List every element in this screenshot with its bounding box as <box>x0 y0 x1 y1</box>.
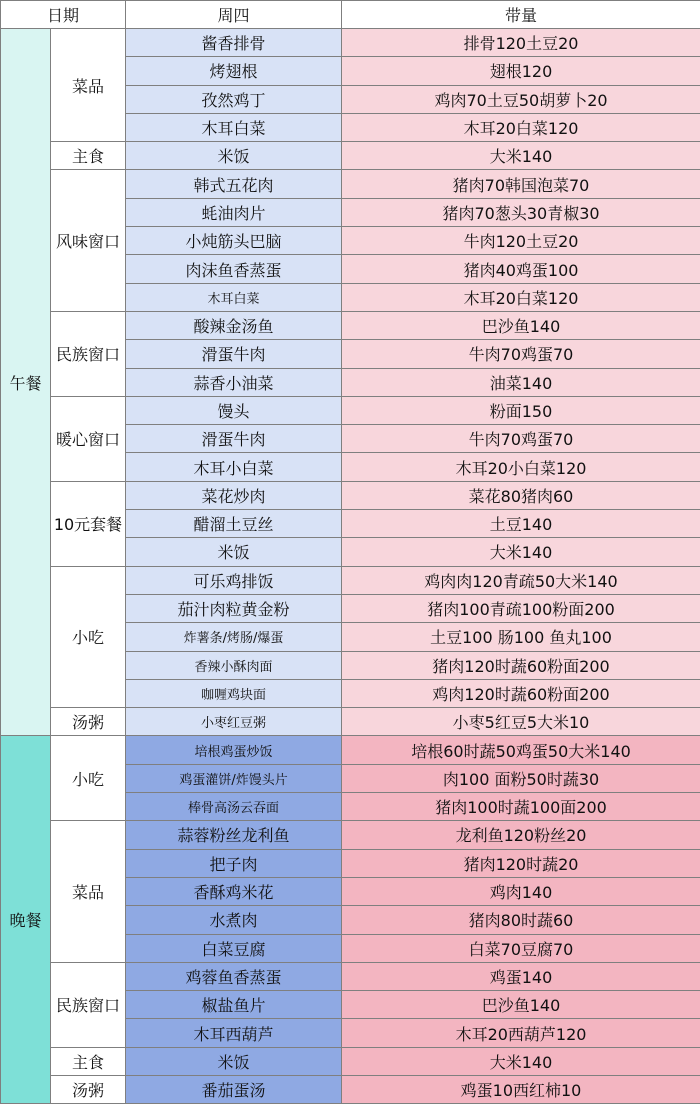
dish-cell: 水煮肉 <box>126 906 342 934</box>
dish-cell: 炸薯条/烤肠/爆蛋 <box>126 623 342 651</box>
table-row <box>1 1047 700 1075</box>
qty-cell: 木耳20西葫芦120 <box>342 1019 700 1047</box>
table-row <box>1 142 700 170</box>
qty-cell: 土豆140 <box>342 510 700 538</box>
qty-cell: 猪肉100时蔬100面200 <box>342 793 700 821</box>
category-cell: 主食 <box>51 142 126 170</box>
qty-cell: 粉面150 <box>342 396 700 424</box>
category-cell: 菜品 <box>51 29 126 142</box>
table-row <box>1 821 700 849</box>
category-cell: 汤粥 <box>51 1075 126 1103</box>
dish-cell: 木耳白菜 <box>126 113 342 141</box>
qty-cell: 油菜140 <box>342 368 700 396</box>
table-row <box>1 311 700 339</box>
category-cell: 10元套餐 <box>51 481 126 566</box>
category-cell: 汤粥 <box>51 708 126 736</box>
qty-cell: 猪肉70韩国泡菜70 <box>342 170 700 198</box>
table-row <box>1 170 700 198</box>
qty-cell: 鸡肉120时蔬60粉面200 <box>342 679 700 707</box>
qty-cell: 鸡肉140 <box>342 877 700 905</box>
dish-cell: 酱香排骨 <box>126 29 342 57</box>
qty-cell: 牛肉120土豆20 <box>342 227 700 255</box>
dish-cell: 醋溜土豆丝 <box>126 510 342 538</box>
table-row <box>1 396 700 424</box>
qty-cell: 翅根120 <box>342 57 700 85</box>
category-cell: 民族窗口 <box>51 962 126 1047</box>
qty-cell: 猪肉100青疏100粉面200 <box>342 594 700 622</box>
dish-cell: 肉沫鱼香蒸蛋 <box>126 255 342 283</box>
dish-cell: 白菜豆腐 <box>126 934 342 962</box>
qty-cell: 鸡蛋10西红柿10 <box>342 1075 700 1103</box>
qty-cell: 肉100 面粉50时蔬30 <box>342 764 700 792</box>
qty-cell: 大米140 <box>342 1047 700 1075</box>
qty-cell: 木耳20白菜120 <box>342 283 700 311</box>
dish-cell: 滑蛋牛肉 <box>126 425 342 453</box>
category-cell: 菜品 <box>51 821 126 962</box>
dish-cell: 番茄蛋汤 <box>126 1075 342 1103</box>
qty-cell: 鸡肉70土豆50胡萝卜20 <box>342 85 700 113</box>
category-cell: 暖心窗口 <box>51 396 126 481</box>
dish-cell: 米饭 <box>126 1047 342 1075</box>
qty-cell: 牛肉70鸡蛋70 <box>342 425 700 453</box>
dish-cell: 小炖筋头巴脑 <box>126 227 342 255</box>
dish-cell: 咖喱鸡块面 <box>126 679 342 707</box>
qty-cell: 木耳20小白菜120 <box>342 453 700 481</box>
table-row <box>1 1075 700 1103</box>
qty-cell: 培根60时蔬50鸡蛋50大米140 <box>342 736 700 764</box>
dish-cell: 孜然鸡丁 <box>126 85 342 113</box>
dish-cell: 木耳西葫芦 <box>126 1019 342 1047</box>
meal-cell-lunch: 午餐 <box>1 29 51 736</box>
qty-header: 带量 <box>342 1 700 29</box>
dish-cell: 香酥鸡米花 <box>126 877 342 905</box>
qty-cell: 猪肉80时蔬60 <box>342 906 700 934</box>
qty-cell: 排骨120土豆20 <box>342 29 700 57</box>
table-row <box>1 708 700 736</box>
qty-cell: 巴沙鱼140 <box>342 311 700 339</box>
dish-cell: 蚝油肉片 <box>126 198 342 226</box>
qty-cell: 猪肉120时蔬20 <box>342 849 700 877</box>
table-row <box>1 736 700 764</box>
dish-cell: 米饭 <box>126 142 342 170</box>
dish-cell: 椒盐鱼片 <box>126 991 342 1019</box>
dish-cell: 把子肉 <box>126 849 342 877</box>
table-row <box>1 29 700 57</box>
qty-cell: 龙利鱼120粉丝20 <box>342 821 700 849</box>
dish-cell: 烤翅根 <box>126 57 342 85</box>
dish-cell: 蒜香小油菜 <box>126 368 342 396</box>
category-cell: 小吃 <box>51 566 126 707</box>
dish-cell: 茄汁肉粒黄金粉 <box>126 594 342 622</box>
qty-cell: 牛肉70鸡蛋70 <box>342 340 700 368</box>
dish-cell: 木耳白菜 <box>126 283 342 311</box>
dish-cell: 鸡蓉鱼香蒸蛋 <box>126 962 342 990</box>
qty-cell: 白菜70豆腐70 <box>342 934 700 962</box>
qty-cell: 猪肉120时蔬60粉面200 <box>342 651 700 679</box>
category-cell: 民族窗口 <box>51 311 126 396</box>
category-cell: 主食 <box>51 1047 126 1075</box>
header-row <box>1 1 700 29</box>
qty-cell: 木耳20白菜120 <box>342 113 700 141</box>
dish-cell: 可乐鸡排饭 <box>126 566 342 594</box>
dish-cell: 小枣红豆粥 <box>126 708 342 736</box>
qty-cell: 小枣5红豆5大米10 <box>342 708 700 736</box>
dish-cell: 棒骨高汤云吞面 <box>126 793 342 821</box>
qty-cell: 鸡肉肉120青疏50大米140 <box>342 566 700 594</box>
qty-cell: 土豆100 肠100 鱼丸100 <box>342 623 700 651</box>
meal-cell-dinner: 晚餐 <box>1 736 51 1104</box>
qty-cell: 菜花80猪肉60 <box>342 481 700 509</box>
dish-cell: 酸辣金汤鱼 <box>126 311 342 339</box>
dish-cell: 馒头 <box>126 396 342 424</box>
day-header: 周四 <box>126 1 342 29</box>
category-cell: 小吃 <box>51 736 126 821</box>
qty-cell: 鸡蛋140 <box>342 962 700 990</box>
qty-cell: 猪肉70葱头30青椒30 <box>342 198 700 226</box>
table-row <box>1 481 700 509</box>
table-row <box>1 962 700 990</box>
qty-cell: 大米140 <box>342 142 700 170</box>
dish-cell: 香辣小酥肉面 <box>126 651 342 679</box>
category-cell: 风味窗口 <box>51 170 126 311</box>
dish-cell: 培根鸡蛋炒饭 <box>126 736 342 764</box>
qty-cell: 猪肉40鸡蛋100 <box>342 255 700 283</box>
dish-cell: 菜花炒肉 <box>126 481 342 509</box>
qty-cell: 巴沙鱼140 <box>342 991 700 1019</box>
date-header: 日期 <box>1 1 126 29</box>
dish-cell: 韩式五花肉 <box>126 170 342 198</box>
table-row <box>1 566 700 594</box>
dish-cell: 木耳小白菜 <box>126 453 342 481</box>
dish-cell: 蒜蓉粉丝龙利鱼 <box>126 821 342 849</box>
dish-cell: 米饭 <box>126 538 342 566</box>
dish-cell: 滑蛋牛肉 <box>126 340 342 368</box>
qty-cell: 大米140 <box>342 538 700 566</box>
dish-cell: 鸡蛋灌饼/炸馒头片 <box>126 764 342 792</box>
